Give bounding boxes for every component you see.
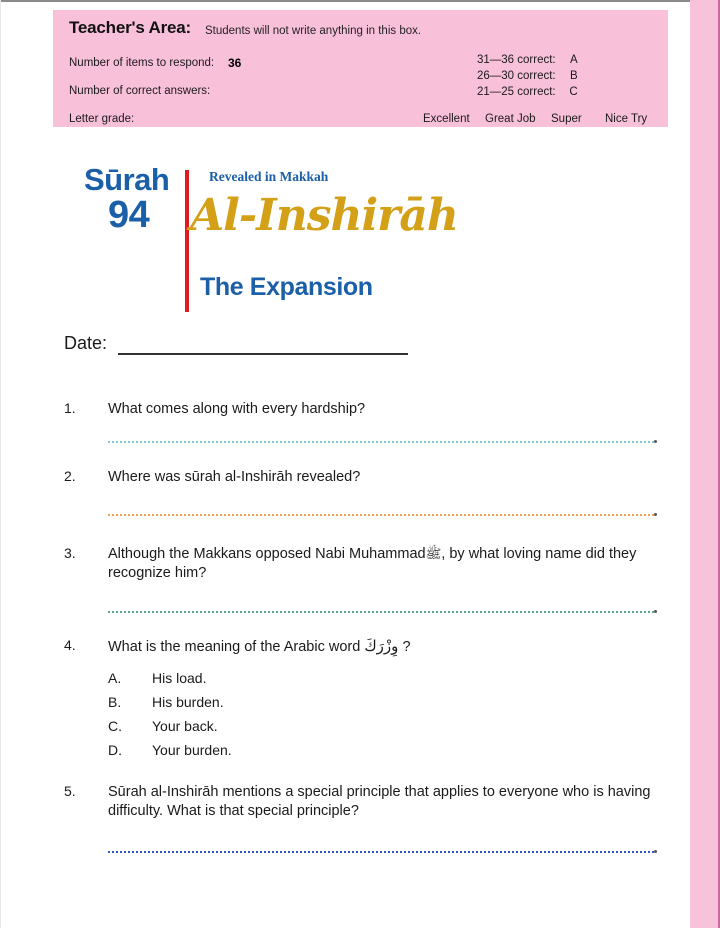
grade-scale-row-a	[477, 54, 578, 66]
answer-line-end-dot	[654, 513, 657, 516]
surah-number: 94	[108, 194, 150, 236]
question-2-answer-line[interactable]	[108, 514, 654, 516]
question-2-number: 2.	[64, 468, 76, 484]
surah-name-title: Al-Inshirāh	[190, 190, 458, 241]
question-3-text-after: , by what loving name did they recognize him?	[108, 546, 637, 581]
sallallahu-alayhi-wasallam-glyph: ﷺ	[425, 547, 442, 562]
choice-d-letter: D.	[108, 742, 122, 758]
page-right-pink-stripe	[690, 0, 720, 928]
teachers-area-box	[53, 10, 668, 127]
question-5-text: Sūrah al-Inshirāh mentions a special principle that applies to everyone who is having difficulty. What is that special principle?	[108, 784, 651, 819]
choice-d-text: Your burden.	[152, 742, 232, 758]
teachers-area-title: Teacher's Area:	[69, 18, 191, 37]
page-top-rule	[0, 0, 720, 2]
question-4-arabic-word: وِزْرَكَ	[364, 637, 399, 655]
question-1-text: What comes along with every hardship?	[108, 401, 366, 417]
grade-scale-letter-c: C	[569, 86, 578, 98]
question-5-number: 5.	[64, 783, 76, 799]
grade-scale-letter-b: B	[569, 70, 578, 82]
surah-header	[0, 160, 690, 320]
question-3-number: 3.	[64, 545, 76, 561]
praise-option-nice-try: Nice Try	[605, 113, 648, 125]
answer-line-end-dot	[654, 850, 657, 853]
question-3-answer-line[interactable]	[108, 611, 654, 613]
page-left-edge	[0, 0, 1, 928]
letter-grade-label: Letter grade:	[69, 113, 135, 125]
question-4-choice-b[interactable]	[108, 694, 508, 718]
question-4-number: 4.	[64, 637, 76, 653]
choice-c-text: Your back.	[152, 718, 218, 734]
question-1-answer-line[interactable]	[108, 441, 654, 443]
question-4-text	[108, 637, 654, 657]
choice-a-letter: A.	[108, 670, 122, 686]
question-4-text-after: ?	[398, 639, 411, 655]
praise-option-great-job: Great Job	[485, 113, 536, 125]
question-3-text	[108, 545, 654, 583]
date-input-blank[interactable]	[118, 353, 408, 355]
grade-scale-row-c	[477, 86, 578, 98]
date-row	[64, 333, 464, 361]
date-label: Date:	[64, 333, 108, 353]
header-red-divider	[185, 170, 189, 312]
question-4-choice-a[interactable]	[108, 670, 508, 694]
surah-word-label: Sūrah	[84, 162, 170, 197]
question-3-text-before: Although the Makkans opposed Nabi Muhammad	[108, 546, 426, 562]
question-4-text-before: What is the meaning of the Arabic word	[108, 639, 365, 655]
question-2-text: Where was sūrah al-Inshirāh revealed?	[108, 469, 361, 485]
teachers-area-note: Students will not write anything in this box.	[205, 25, 422, 37]
question-1-number: 1.	[64, 400, 76, 416]
question-5-answer-line[interactable]	[108, 851, 654, 853]
question-4-choice-c[interactable]	[108, 718, 508, 742]
grade-scale-range-a: 31—36 correct:	[477, 54, 556, 66]
revealed-in-label: Revealed in Makkah	[209, 169, 329, 184]
praise-option-super: Super	[551, 113, 582, 125]
grade-scale-range-b: 26—30 correct:	[477, 70, 556, 82]
choice-a-text: His load.	[152, 670, 207, 686]
answer-line-end-dot	[654, 440, 657, 443]
choice-b-letter: B.	[108, 694, 122, 710]
surah-meaning-title: The Expansion	[200, 273, 373, 301]
question-4-choice-d[interactable]	[108, 742, 508, 766]
grade-scale-row-b	[477, 70, 578, 82]
praise-option-excellent: Excellent	[423, 113, 470, 125]
grade-scale-letter-a: A	[569, 54, 578, 66]
items-to-respond-label: Number of items to respond:	[69, 57, 215, 69]
correct-answers-label: Number of correct answers:	[69, 85, 211, 97]
choice-b-text: His burden.	[152, 694, 224, 710]
choice-c-letter: C.	[108, 718, 122, 734]
items-to-respond-value: 36	[228, 56, 242, 70]
answer-line-end-dot	[654, 610, 657, 613]
grade-scale-range-c: 21—25 correct:	[477, 86, 556, 98]
